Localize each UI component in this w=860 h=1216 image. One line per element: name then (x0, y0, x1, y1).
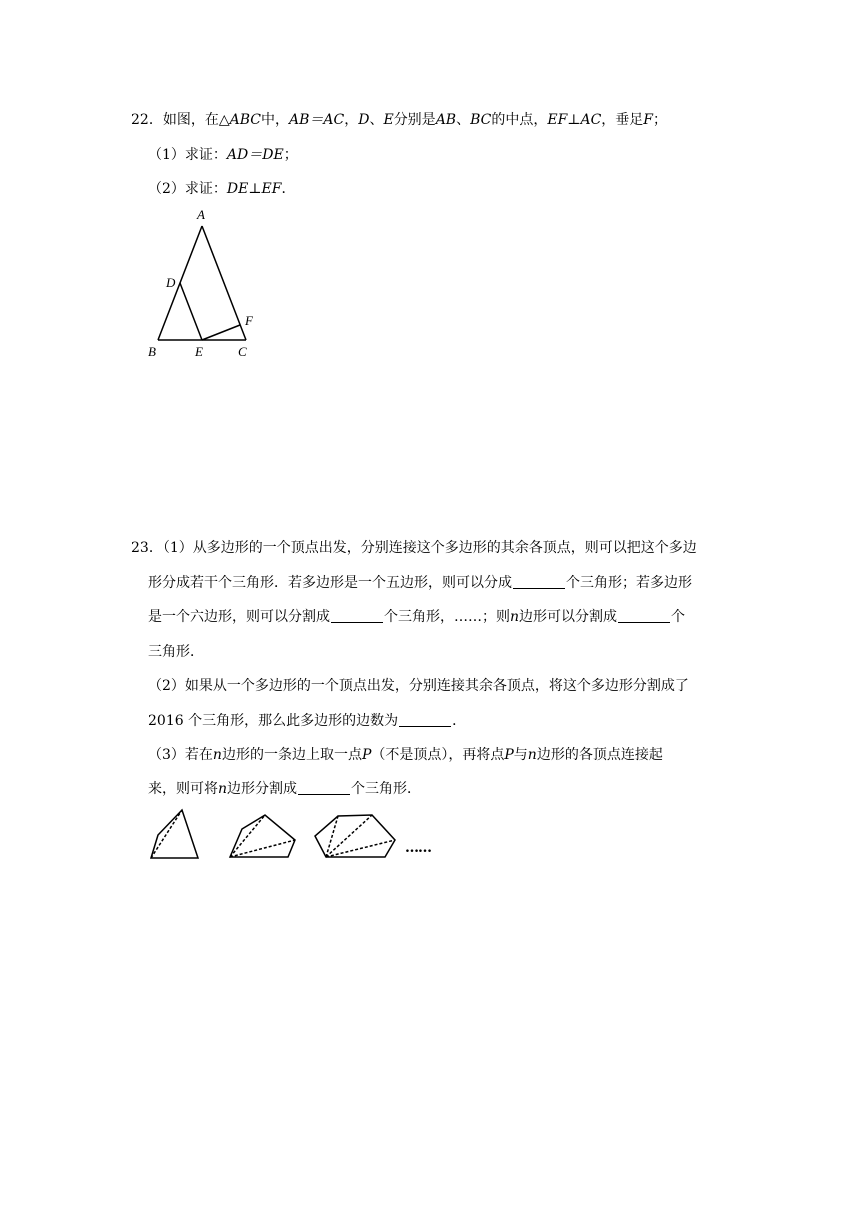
quadrilateral-figure (151, 810, 198, 858)
text: 如图，在△ (162, 112, 230, 128)
text: ． (452, 713, 467, 729)
text: ． (281, 181, 296, 197)
text: 2016 个三角形，那么此多边形的边数为 (148, 713, 399, 729)
math: P (504, 747, 514, 763)
ellipsis: …… (405, 840, 431, 856)
math: AB (435, 112, 457, 128)
math: n (510, 609, 520, 625)
text: 来，则可将 (148, 781, 218, 797)
math: n (527, 747, 537, 763)
math: P (361, 747, 372, 763)
text: 边形可以分割成 (519, 609, 618, 625)
text: ； (653, 112, 667, 128)
math: BC (470, 112, 492, 128)
math: EF⊥AC (547, 112, 602, 128)
math: AD＝DE (226, 147, 284, 163)
text: 分别是 (393, 112, 436, 128)
text: 边形的各顶点连接起 (536, 747, 663, 763)
text: 边形的一条边上取一点 (221, 747, 362, 763)
text: 边形分割成 (227, 781, 298, 797)
pentagon-figure (230, 815, 295, 857)
label-d: D (166, 275, 176, 290)
text: 个三角形，……；则 (384, 609, 510, 625)
text: （1）求证： (148, 147, 227, 163)
math: n (218, 781, 228, 797)
text: 个三角形；若多边形 (566, 575, 692, 591)
text: （不是顶点），再将点 (371, 747, 505, 763)
hexagon-figure (315, 815, 395, 857)
math: D (358, 112, 370, 128)
text: 与 (513, 747, 528, 763)
label-c: C (238, 344, 247, 359)
question-number: 22． (131, 112, 163, 128)
text: 中， (260, 112, 289, 128)
math: ABC (229, 112, 261, 128)
text: 23．（1）从多边形的一个顶点出发，分别连接这个多边形的其余各顶点，则可以把这个多边 (131, 540, 697, 556)
label-a: A (197, 207, 205, 222)
text: （2）求证： (148, 181, 227, 197)
text: 、 (369, 112, 384, 128)
text: 的中点， (491, 112, 548, 128)
text: ； (283, 147, 298, 163)
text: 、 (456, 112, 471, 128)
text: （2）如果从一个多边形的一个顶点出发，分别连接其余各顶点，将这个多边形分割成了 (148, 678, 689, 694)
math: n (212, 747, 222, 763)
math: AB＝AC (288, 112, 345, 128)
text: （3）若在 (148, 747, 213, 763)
math: E (383, 112, 394, 128)
text: 形分成若干个三角形．若多边形是一个五边形，则可以分成 (148, 575, 512, 591)
text: ， (344, 112, 359, 128)
math: DE⊥EF (226, 181, 282, 197)
math: F (643, 112, 653, 128)
text: ，垂足 (601, 112, 644, 128)
text: 个 (671, 609, 686, 625)
label-e: E (195, 344, 203, 359)
text: 三角形． (148, 644, 204, 660)
text: 是一个六边形，则可以分割成 (148, 609, 330, 625)
label-b: B (148, 344, 156, 359)
text: 个三角形． (351, 781, 422, 797)
label-f: F (245, 313, 253, 328)
